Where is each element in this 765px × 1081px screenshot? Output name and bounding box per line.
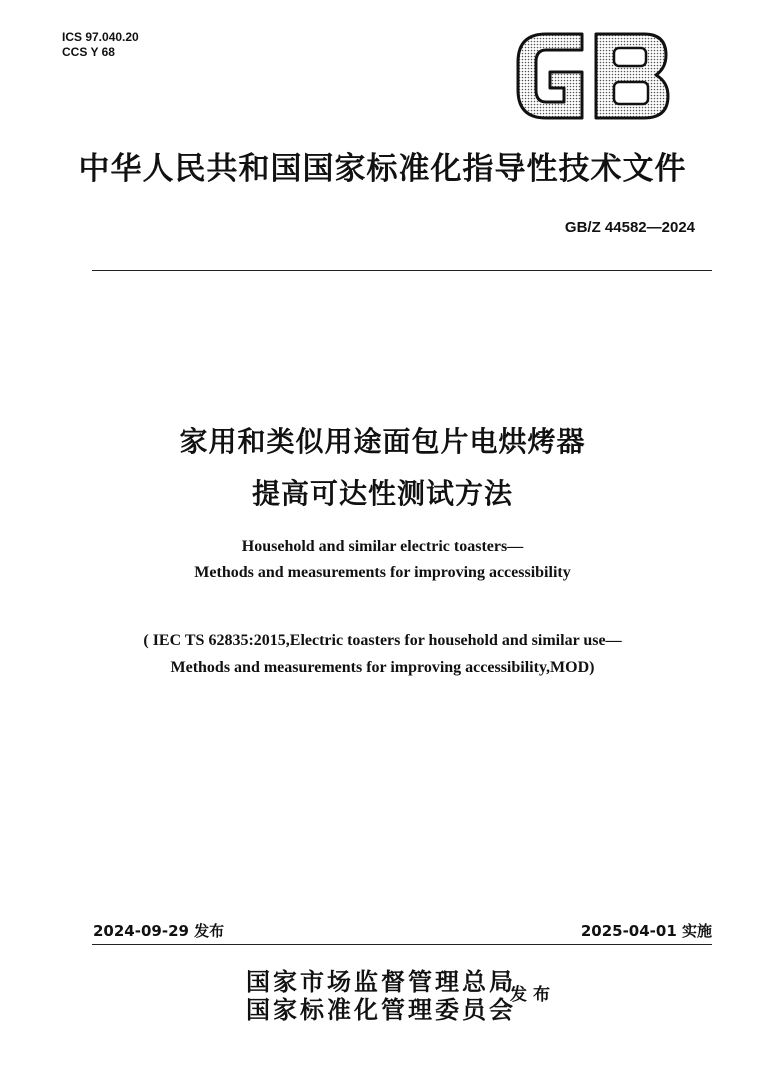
gb-logo <box>512 28 672 124</box>
bottom-divider <box>92 944 712 945</box>
standard-number: GB/Z 44582—2024 <box>564 219 695 236</box>
adoption-line-2: Methods and measurements for improving accessibility,MOD) <box>170 659 595 676</box>
title-cn-line-1: 家用和类似用途面包片电烘烤器 <box>179 425 586 458</box>
top-divider <box>92 270 712 271</box>
classification-codes <box>62 30 139 60</box>
issuer-line-2: 国家标准化管理委员会 <box>246 995 516 1024</box>
title-en-line-1: Household and similar electric toasters— <box>241 538 524 555</box>
ccs-code: CCS Y 68 <box>62 45 115 59</box>
title-en-line-2: Methods and measurements for improving accessibility <box>194 564 571 581</box>
effective-date: 2025-04-01 实施 <box>580 922 712 940</box>
publish-label: 发布 <box>510 985 556 1005</box>
title-cn-line-2: 提高可达性测试方法 <box>251 477 513 510</box>
issue-date: 2024-09-29 发布 <box>93 922 225 940</box>
ics-code: ICS 97.040.20 <box>62 30 139 44</box>
document-type: 中华人民共和国国家标准化指导性技术文件 <box>78 151 687 187</box>
issuer-line-1: 国家市场监督管理总局 <box>246 967 516 996</box>
adoption-line-1: ( IEC TS 62835:2015,Electric toasters for household and similar use— <box>143 632 622 649</box>
